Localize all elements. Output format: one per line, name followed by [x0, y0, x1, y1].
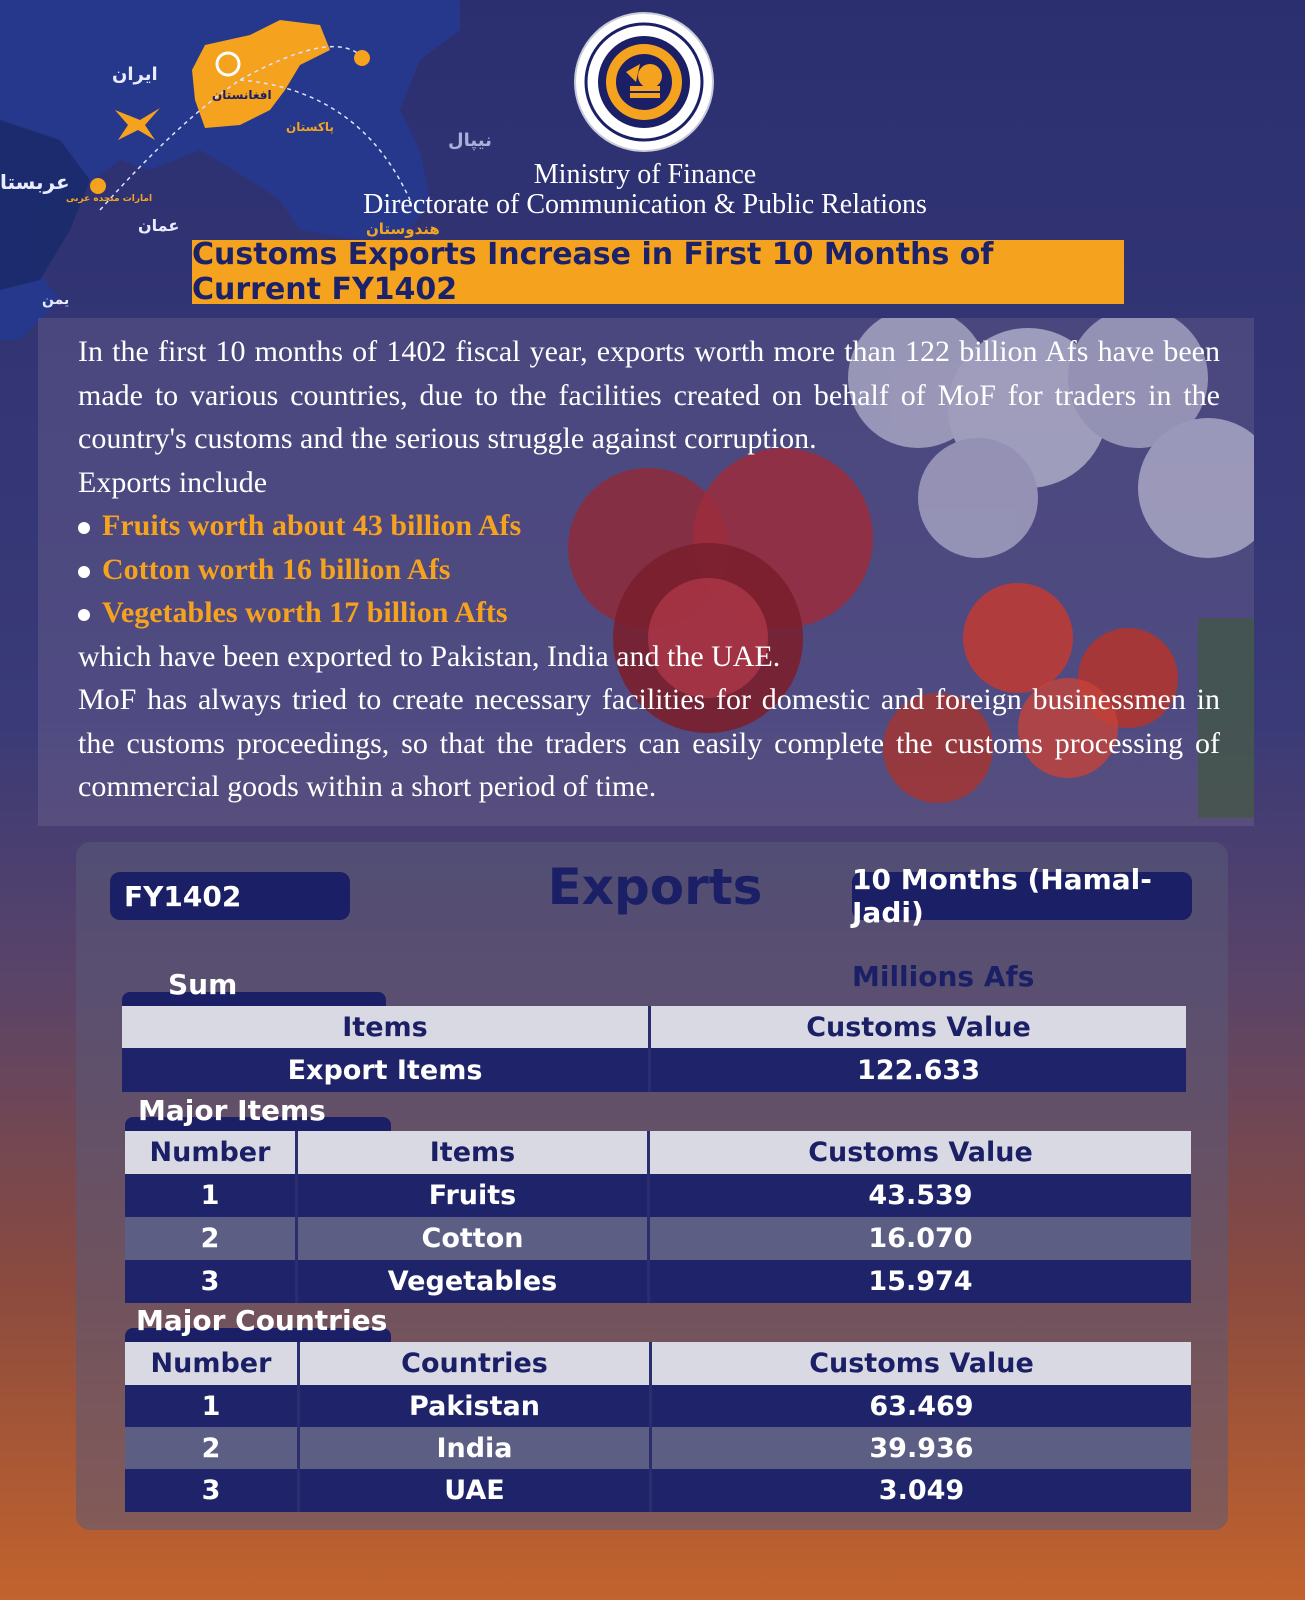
ministry-seal-icon [582, 20, 706, 144]
table-cell: India [297, 1427, 649, 1469]
map-label-oman: عمان [138, 216, 180, 235]
table-cell: 16.070 [647, 1217, 1191, 1260]
table-cell: Pakistan [297, 1385, 649, 1427]
table-row [125, 1260, 1191, 1303]
map-label-afghanistan: افغانستان [212, 88, 272, 102]
table-cell: Export Items [122, 1048, 648, 1092]
table-cell: 2 [125, 1427, 297, 1469]
column-header: Items [122, 1006, 648, 1048]
map-label-yemen: یمن [42, 292, 70, 308]
column-header: Customs Value [647, 1131, 1191, 1174]
map-label-arabia: عربستا [0, 170, 70, 194]
exports-include-text: Exports include [78, 465, 268, 499]
directorate-name: Directorate of Communication & Public Relations [363, 189, 927, 220]
article-intro: In the first 10 months of 1402 fiscal year, exports worth more than 122 billion Afs have been made to various countries, due to the facilities created on behalf of MoF for traders in the country's customs and the serious struggle against corruption. [78, 335, 1220, 455]
column-header: Customs Value [648, 1006, 1186, 1048]
table-row [122, 1048, 1186, 1092]
location-pin-icon [354, 50, 370, 66]
destinations-text: which have been exported to Pakistan, India and the UAE. [78, 639, 781, 673]
table-row [125, 1427, 1191, 1469]
article-closing: MoF has always tried to create necessary facilities for domestic and foreign businessmen in the customs proceedings, so that the traders can easily complete the customs processing of commercial goods within a short period of time. [78, 683, 1220, 803]
table-row [125, 1217, 1191, 1260]
major-items-header-row [125, 1131, 1191, 1174]
table-cell: Cotton [295, 1217, 647, 1260]
table-cell: Fruits [295, 1174, 647, 1217]
ministry-logo [576, 14, 712, 150]
table-cell: Vegetables [295, 1260, 647, 1303]
column-header: Customs Value [649, 1342, 1191, 1385]
ministry-name: Ministry of Finance [533, 159, 757, 190]
table-cell: 63.469 [649, 1385, 1191, 1427]
map-label-nepal: نیپال [448, 130, 492, 151]
location-pin-icon [90, 178, 106, 194]
list-item: Fruits worth about 43 billion Afs [78, 504, 1220, 548]
list-item: Cotton worth 16 billion Afs [78, 548, 1220, 592]
table-row [125, 1174, 1191, 1217]
sum-section-label: Sum [168, 968, 238, 1001]
table-cell: UAE [297, 1469, 649, 1512]
table-cell: 2 [125, 1217, 295, 1260]
table-cell: 3 [125, 1260, 295, 1303]
table-row [125, 1385, 1191, 1427]
table-cell: 39.936 [649, 1427, 1191, 1469]
period-label: 10 Months (Hamal-Jadi) [852, 863, 1152, 929]
article-body [78, 330, 1220, 809]
column-header: Countries [297, 1342, 649, 1385]
map-label-pakistan: پاکستان [286, 120, 334, 134]
major-items-section-label: Major Items [138, 1094, 326, 1127]
major-countries-section-label: Major Countries [136, 1304, 388, 1337]
column-header: Number [125, 1342, 297, 1385]
table-cell: 1 [125, 1174, 295, 1217]
column-header: Items [295, 1131, 647, 1174]
table-row [125, 1469, 1191, 1512]
ministry-header [330, 160, 960, 220]
table-cell: 43.539 [647, 1174, 1191, 1217]
table-cell: 3.049 [649, 1469, 1191, 1512]
table-cell: 15.974 [647, 1260, 1191, 1303]
table-cell: 122.633 [648, 1048, 1186, 1092]
headline-banner [192, 237, 1124, 307]
map-label-india: هندوستان [366, 220, 440, 238]
headline-title: Customs Exports Increase in First 10 Months of Current FY1402 [192, 237, 994, 307]
list-item: Vegetables worth 17 billion Afts [78, 591, 1220, 635]
table-cell: 3 [125, 1469, 297, 1512]
exports-title: Exports [547, 858, 763, 916]
major-countries-header-row [125, 1342, 1191, 1385]
map-label-iran: ایران [112, 64, 158, 85]
sum-header-row [122, 1006, 1186, 1048]
fiscal-year-label: FY1402 [124, 879, 242, 913]
exports-list [78, 504, 1220, 635]
period-badge [852, 863, 1192, 929]
map-label-uae: امارات متحده عربی [66, 194, 153, 204]
unit-label: Millions Afs [852, 960, 1035, 993]
fiscal-year-badge [110, 872, 350, 920]
table-cell: 1 [125, 1385, 297, 1427]
column-header: Number [125, 1131, 295, 1174]
